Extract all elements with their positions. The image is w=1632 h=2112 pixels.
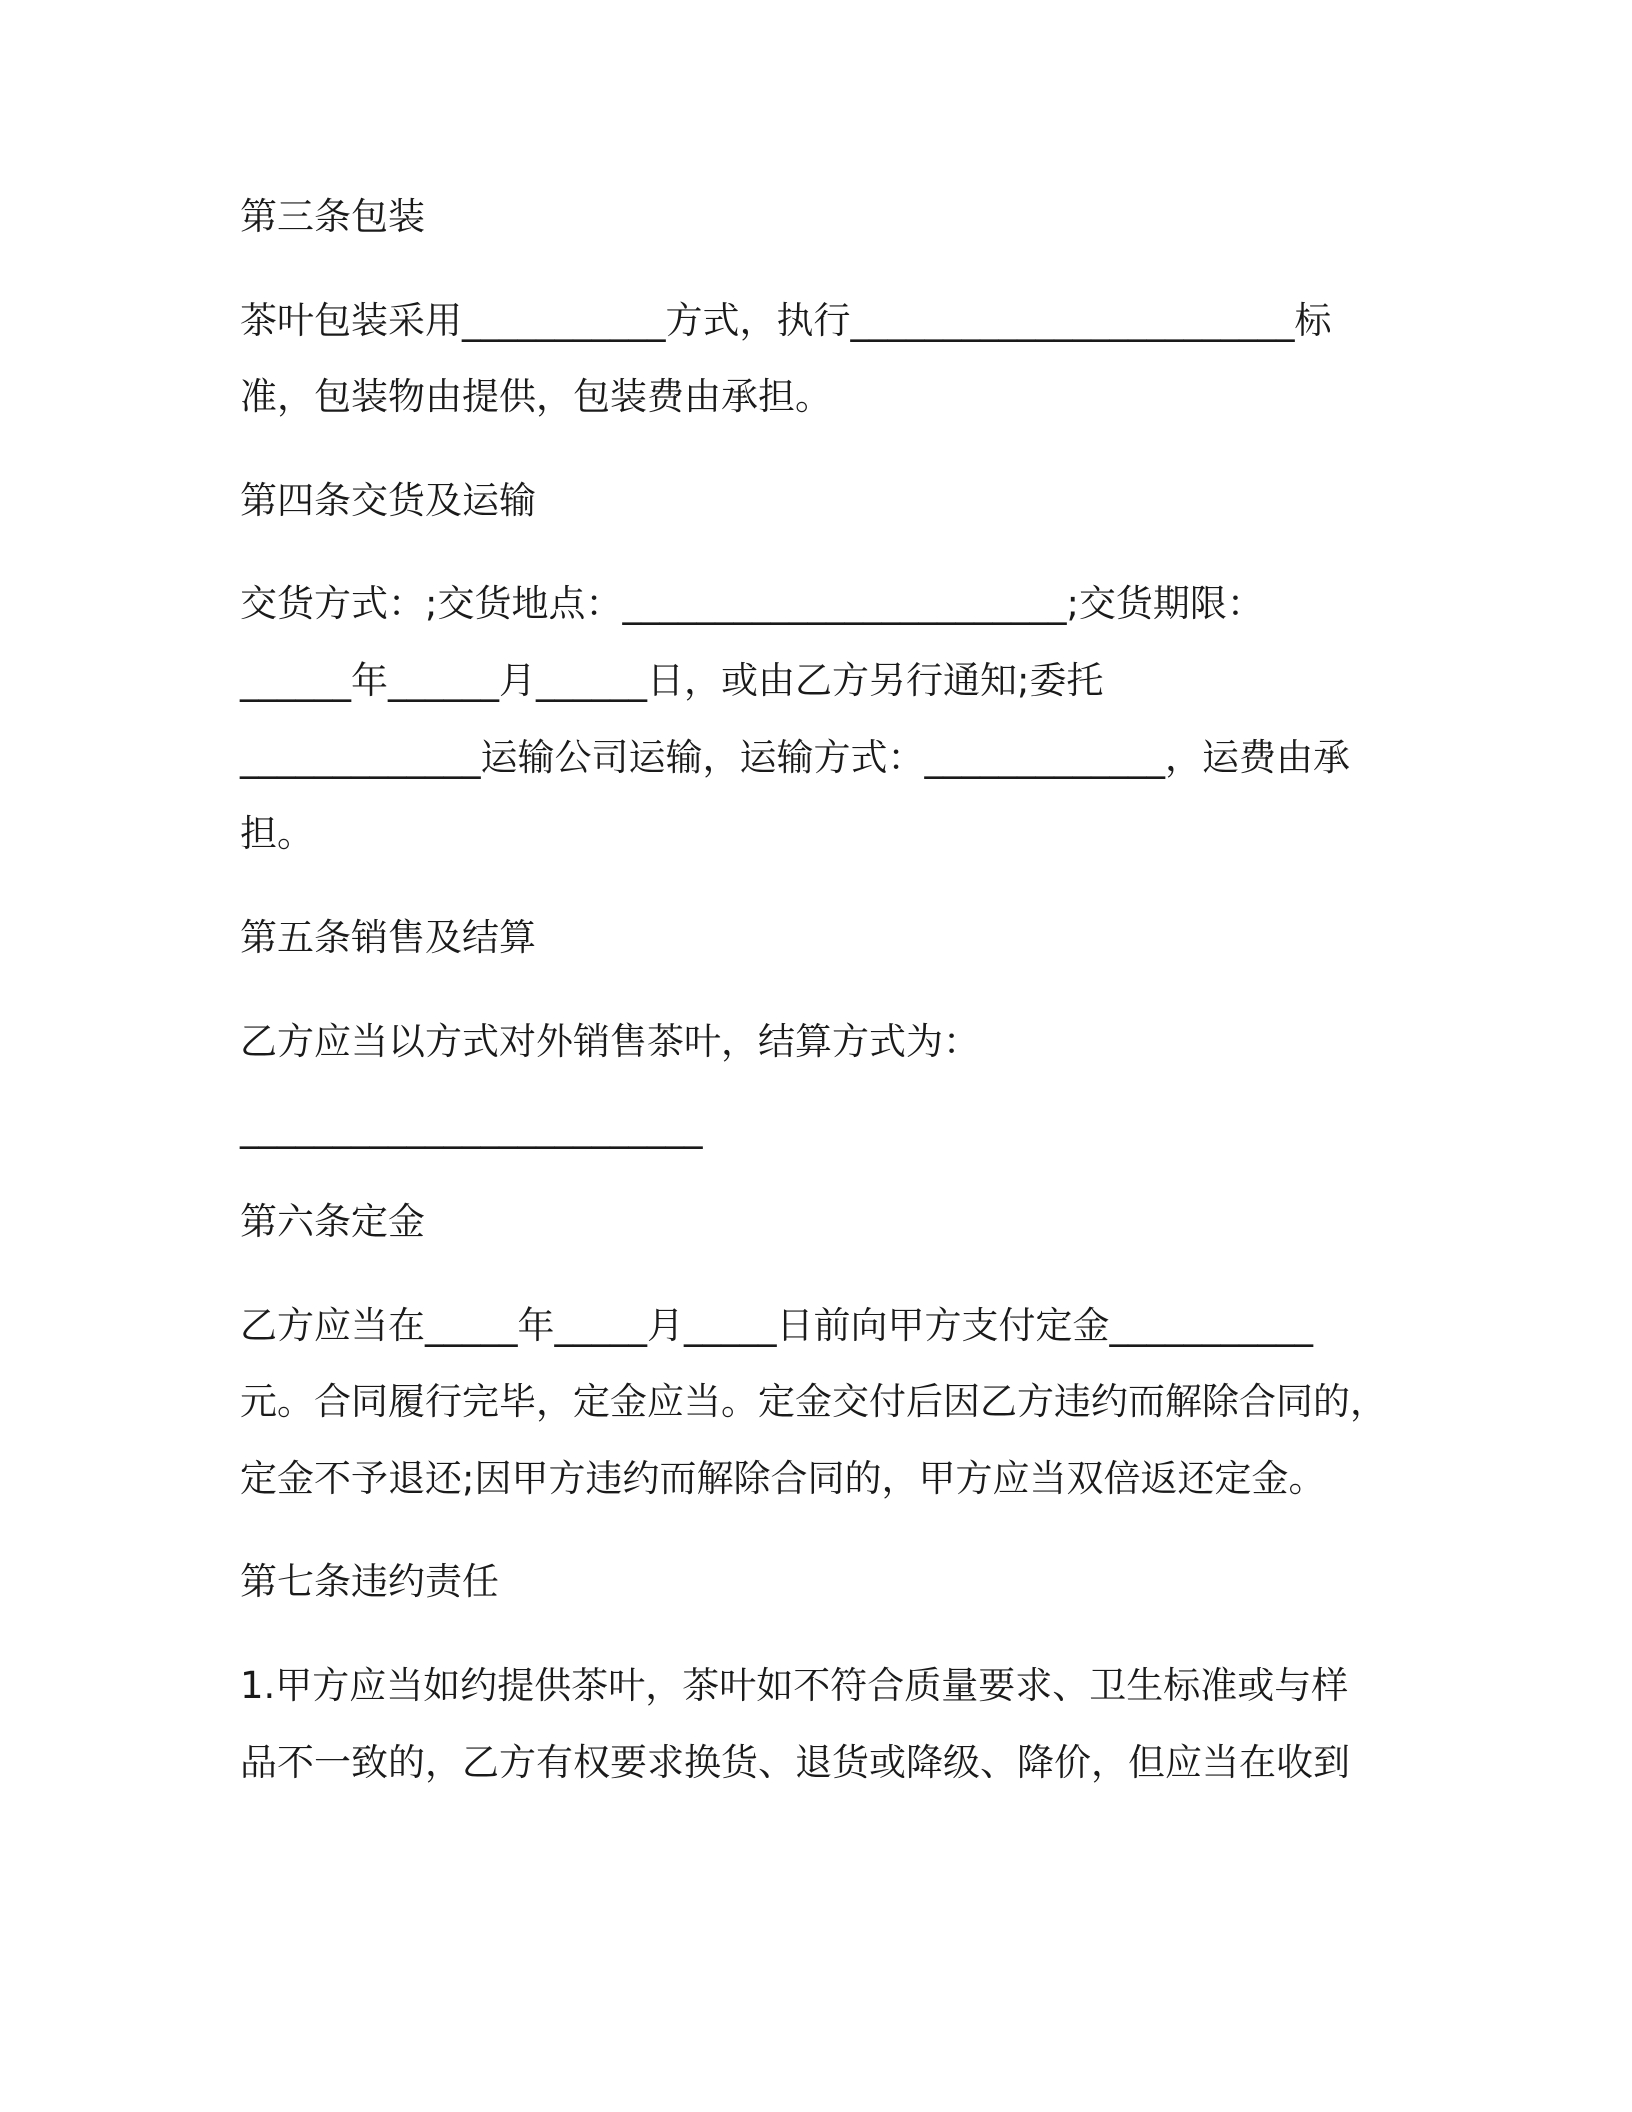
heading-article-5-sales: 第五条销售及结算	[240, 916, 536, 959]
paragraph-line: 准，包装物由提供，包装费由承担。	[240, 375, 832, 418]
heading-article-7-liability: 第七条违约责任	[240, 1560, 499, 1603]
paragraph-line: 茶叶包装采用___________方式，执行________________________标	[240, 299, 1332, 342]
paragraph-line: 担。	[240, 812, 314, 855]
heading-article-4-delivery: 第四条交货及运输	[240, 479, 536, 522]
paragraph-line: 定金不予退还;因甲方违约而解除合同的，甲方应当双倍返还定金。	[240, 1457, 1326, 1500]
paragraph-line: 元。合同履行完毕，定金应当。定金交付后因乙方违约而解除合同的，	[240, 1380, 1387, 1423]
paragraph-line: 乙方应当以方式对外销售茶叶，结算方式为：	[240, 1020, 980, 1063]
heading-article-3-packaging: 第三条包装	[240, 195, 425, 238]
blank-fill-line: _________________________	[240, 1106, 703, 1149]
paragraph-line: _____________运输公司运输，运输方式：_____________，运费由承	[240, 736, 1350, 779]
paragraph-line: 品不一致的，乙方有权要求换货、退货或降级、降价，但应当在收到	[240, 1741, 1350, 1784]
paragraph-line: ______年______月______日，或由乙方另行通知;委托	[240, 659, 1104, 702]
heading-article-6-deposit: 第六条定金	[240, 1200, 425, 1243]
paragraph-line: 1.甲方应当如约提供茶叶，茶叶如不符合质量要求、卫生标准或与样	[240, 1664, 1349, 1707]
paragraph-line: 交货方式：;交货地点：________________________;交货期限：	[240, 582, 1264, 625]
paragraph-line: 乙方应当在_____年_____月_____日前向甲方支付定金___________	[240, 1304, 1313, 1347]
